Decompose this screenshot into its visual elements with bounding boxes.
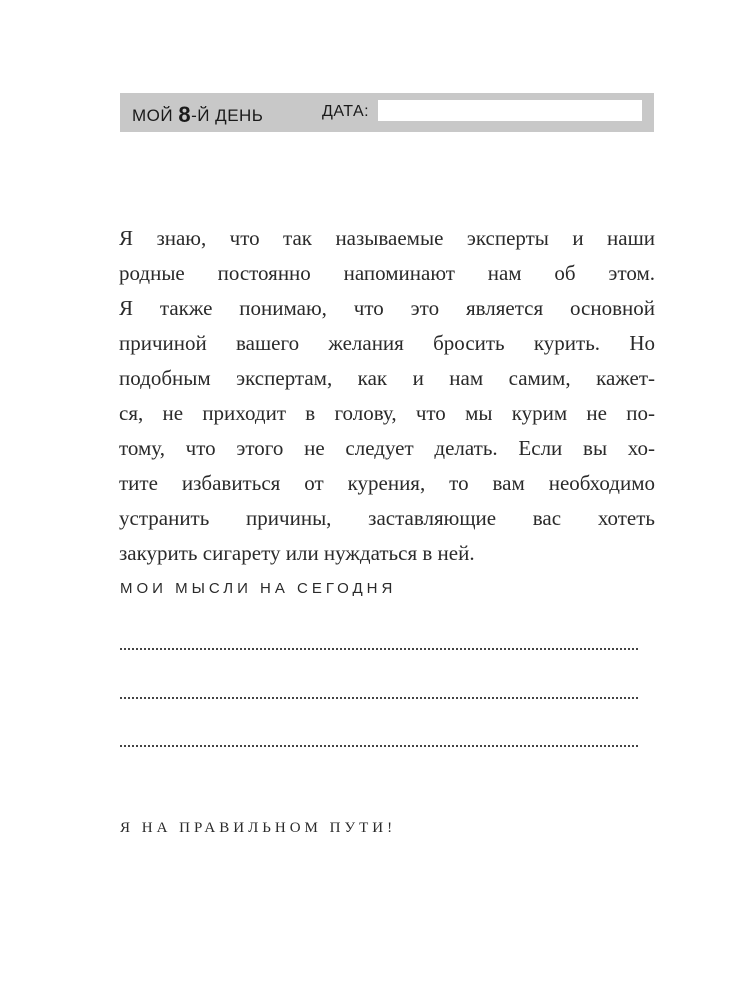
day-prefix: МОЙ [132, 106, 179, 125]
thoughts-title: МОИ МЫСЛИ НА СЕГОДНЯ [120, 580, 397, 597]
body-line: подобным экспертам, как и нам самим, кажет- [119, 366, 655, 390]
day-label [132, 101, 263, 127]
day-number: 8 [178, 102, 192, 127]
affirmation-text: Я НА ПРАВИЛЬНОМ ПУТИ! [120, 820, 397, 836]
day-header-bar [120, 93, 654, 132]
body-line: родные постоянно напоминают нам об этом. [119, 261, 655, 285]
thoughts-line-2[interactable] [120, 697, 638, 699]
date-label: ДАТА: [322, 103, 370, 120]
body-line: тите избавиться от курения, то вам необходимо [119, 471, 655, 495]
day-suffix: -Й ДЕНЬ [191, 106, 264, 125]
body-line: ся, не приходит в голову, что мы курим не по- [119, 401, 655, 425]
thoughts-line-1[interactable] [120, 648, 638, 650]
body-line: Я знаю, что так называемые эксперты и наши [119, 226, 655, 250]
body-line: устранить причины, заставляющие вас хотеть [119, 506, 655, 530]
body-line: закурить сигарету или нуждаться в ней. [119, 541, 475, 565]
date-field[interactable] [378, 100, 642, 121]
body-line: причиной вашего желания бросить курить. Но [119, 331, 655, 355]
thoughts-line-3[interactable] [120, 745, 638, 747]
body-paragraph [119, 221, 655, 571]
body-line: Я также понимаю, что это является основной [119, 296, 655, 320]
body-line: тому, что этого не следует делать. Если вы хо- [119, 436, 655, 460]
